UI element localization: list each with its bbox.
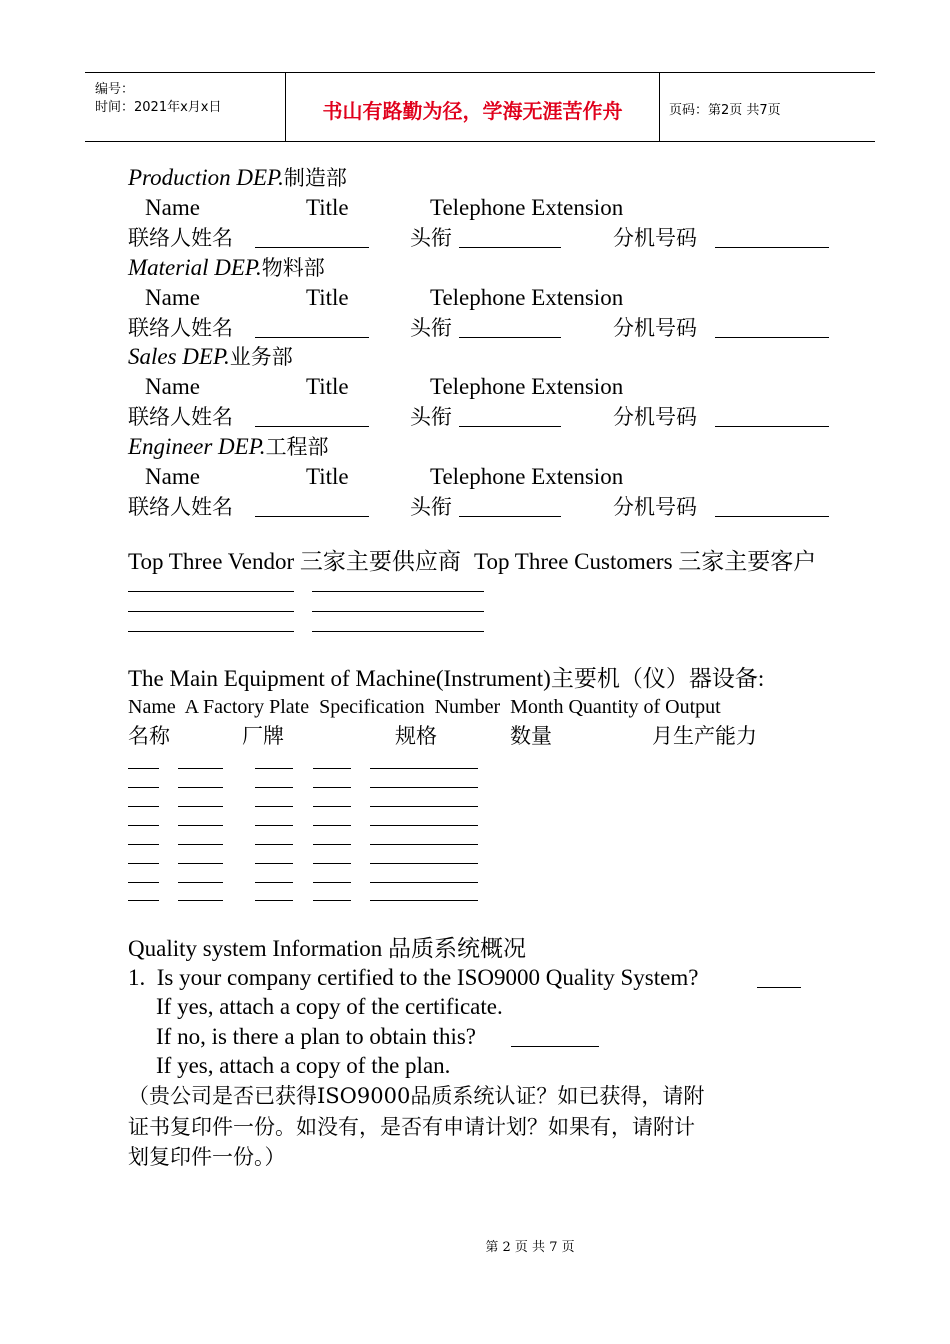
quality-line-2: If yes, attach a copy of the certificate. xyxy=(156,994,503,1019)
equipment-field[interactable] xyxy=(313,844,351,845)
equipment-field[interactable] xyxy=(255,863,293,864)
equipment-col-factory: 厂牌 xyxy=(242,724,284,748)
equipment-field[interactable] xyxy=(313,900,351,901)
contact-extension-label: 分机号码 xyxy=(613,495,697,519)
equipment-field[interactable] xyxy=(128,825,159,826)
equipment-field[interactable] xyxy=(128,900,159,901)
equipment-field[interactable] xyxy=(128,844,159,845)
footer-page-number: 第 2 页 共 7 页 xyxy=(485,1240,575,1255)
contact-extension-label: 分机号码 xyxy=(613,316,697,340)
equipment-field[interactable] xyxy=(370,863,478,864)
contact-title-label: 头衔 xyxy=(410,226,452,250)
vendor-label: Top Three Vendor 三家主要供应商 xyxy=(128,549,461,574)
equipment-title: The Main Equipment of Machine(Instrument)主要机（仪）器设备: xyxy=(128,666,765,691)
equipment-field[interactable] xyxy=(255,768,293,769)
contact-extension-field[interactable] xyxy=(715,337,829,338)
col-name: Name xyxy=(145,374,200,399)
col-extension: Telephone Extension xyxy=(430,374,624,399)
page-label: 页码：第2页 共7页 xyxy=(669,103,781,118)
contact-name-label: 联络人姓名 xyxy=(128,405,233,429)
equipment-field[interactable] xyxy=(313,806,351,807)
col-title: Title xyxy=(306,285,349,310)
equipment-field[interactable] xyxy=(128,768,159,769)
contact-name-label: 联络人姓名 xyxy=(128,226,233,250)
equipment-col-qty: 数量 xyxy=(510,724,552,748)
header-page-cell xyxy=(659,73,875,141)
contact-title-field[interactable] xyxy=(459,516,561,517)
motto: 书山有路勤为径，学海无涯苦作舟 xyxy=(322,99,623,123)
equipment-field[interactable] xyxy=(370,787,478,788)
contact-extension-label: 分机号码 xyxy=(613,405,697,429)
quality-cn-line-3: 划复印件一份。） xyxy=(128,1145,286,1169)
contact-name-field[interactable] xyxy=(255,247,369,248)
contact-name-label: 联络人姓名 xyxy=(128,316,233,340)
contact-name-label: 联络人姓名 xyxy=(128,495,233,519)
number-label: 编号： xyxy=(95,82,135,97)
time-label: 时间：2021年x月x日 xyxy=(95,100,222,115)
equipment-field[interactable] xyxy=(178,900,223,901)
col-title: Title xyxy=(306,374,349,399)
contact-name-field[interactable] xyxy=(255,516,369,517)
equipment-field[interactable] xyxy=(370,900,478,901)
dept-title: Material DEP.物料部 xyxy=(128,255,325,280)
contact-extension-field[interactable] xyxy=(715,516,829,517)
equipment-field[interactable] xyxy=(128,863,159,864)
equipment-field[interactable] xyxy=(370,825,478,826)
equipment-field[interactable] xyxy=(313,863,351,864)
vendor-field-3[interactable] xyxy=(128,631,294,632)
equipment-field[interactable] xyxy=(313,882,351,883)
equipment-field[interactable] xyxy=(178,787,223,788)
quality-line-4: If yes, attach a copy of the plan. xyxy=(156,1053,451,1078)
equipment-field[interactable] xyxy=(370,882,478,883)
col-extension: Telephone Extension xyxy=(430,195,624,220)
customer-field-2[interactable] xyxy=(312,611,484,612)
equipment-field[interactable] xyxy=(178,844,223,845)
col-name: Name xyxy=(145,464,200,489)
quality-cn-line-1: （贵公司是否已获得ISO9000品质系统认证？如已获得，请附 xyxy=(128,1084,705,1108)
equipment-field[interactable] xyxy=(128,787,159,788)
col-extension: Telephone Extension xyxy=(430,285,624,310)
col-name: Name xyxy=(145,285,200,310)
equipment-field[interactable] xyxy=(178,863,223,864)
contact-title-field[interactable] xyxy=(459,337,561,338)
equipment-col-spec: 规格 xyxy=(395,724,437,748)
equipment-field[interactable] xyxy=(255,844,293,845)
equipment-field[interactable] xyxy=(255,882,293,883)
iso-certified-field[interactable] xyxy=(757,987,801,988)
quality-cn-line-2: 证书复印件一份。如没有，是否有申请计划？如果有，请附计 xyxy=(128,1115,695,1139)
equipment-columns-en: Name A Factory Plate Specification Number Month Quantity of Output xyxy=(128,696,721,718)
equipment-field[interactable] xyxy=(370,768,478,769)
contact-extension-label: 分机号码 xyxy=(613,226,697,250)
vendor-field-1[interactable] xyxy=(128,591,294,592)
customer-field-3[interactable] xyxy=(312,631,484,632)
contact-name-field[interactable] xyxy=(255,337,369,338)
equipment-field[interactable] xyxy=(178,806,223,807)
equipment-col-name: 名称 xyxy=(128,724,170,748)
dept-title: Engineer DEP.工程部 xyxy=(128,434,329,459)
page-header xyxy=(85,72,875,142)
iso-plan-field[interactable] xyxy=(511,1046,599,1047)
equipment-field[interactable] xyxy=(370,806,478,807)
dept-title: Sales DEP.业务部 xyxy=(128,344,293,369)
equipment-field[interactable] xyxy=(255,900,293,901)
equipment-field[interactable] xyxy=(313,768,351,769)
equipment-field[interactable] xyxy=(255,825,293,826)
col-extension: Telephone Extension xyxy=(430,464,624,489)
equipment-field[interactable] xyxy=(178,768,223,769)
contact-extension-field[interactable] xyxy=(715,426,829,427)
contact-name-field[interactable] xyxy=(255,426,369,427)
contact-extension-field[interactable] xyxy=(715,247,829,248)
vendor-field-2[interactable] xyxy=(128,611,294,612)
contact-title-field[interactable] xyxy=(459,426,561,427)
quality-q1: 1. Is your company certified to the ISO9000 Quality System? xyxy=(128,965,699,990)
equipment-field[interactable] xyxy=(255,787,293,788)
equipment-field[interactable] xyxy=(178,825,223,826)
equipment-field[interactable] xyxy=(370,844,478,845)
equipment-field[interactable] xyxy=(255,806,293,807)
col-title: Title xyxy=(306,464,349,489)
header-motto-cell xyxy=(285,73,660,141)
contact-title-field[interactable] xyxy=(459,247,561,248)
header-info-cell xyxy=(85,73,285,141)
equipment-col-output: 月生产能力 xyxy=(652,724,757,748)
equipment-field[interactable] xyxy=(313,787,351,788)
equipment-field[interactable] xyxy=(313,825,351,826)
contact-title-label: 头衔 xyxy=(410,405,452,429)
col-name: Name xyxy=(145,195,200,220)
customer-label: Top Three Customers 三家主要客户 xyxy=(474,549,817,574)
col-title: Title xyxy=(306,195,349,220)
equipment-field[interactable] xyxy=(128,806,159,807)
equipment-field[interactable] xyxy=(128,882,159,883)
dept-title: Production DEP.制造部 xyxy=(128,165,347,190)
equipment-field[interactable] xyxy=(178,882,223,883)
page-footer xyxy=(0,1236,950,1255)
quality-line-3: If no, is there a plan to obtain this? xyxy=(156,1024,477,1049)
contact-title-label: 头衔 xyxy=(410,316,452,340)
quality-title: Quality system Information 品质系统概况 xyxy=(128,936,526,961)
customer-field-1[interactable] xyxy=(312,591,484,592)
contact-title-label: 头衔 xyxy=(410,495,452,519)
